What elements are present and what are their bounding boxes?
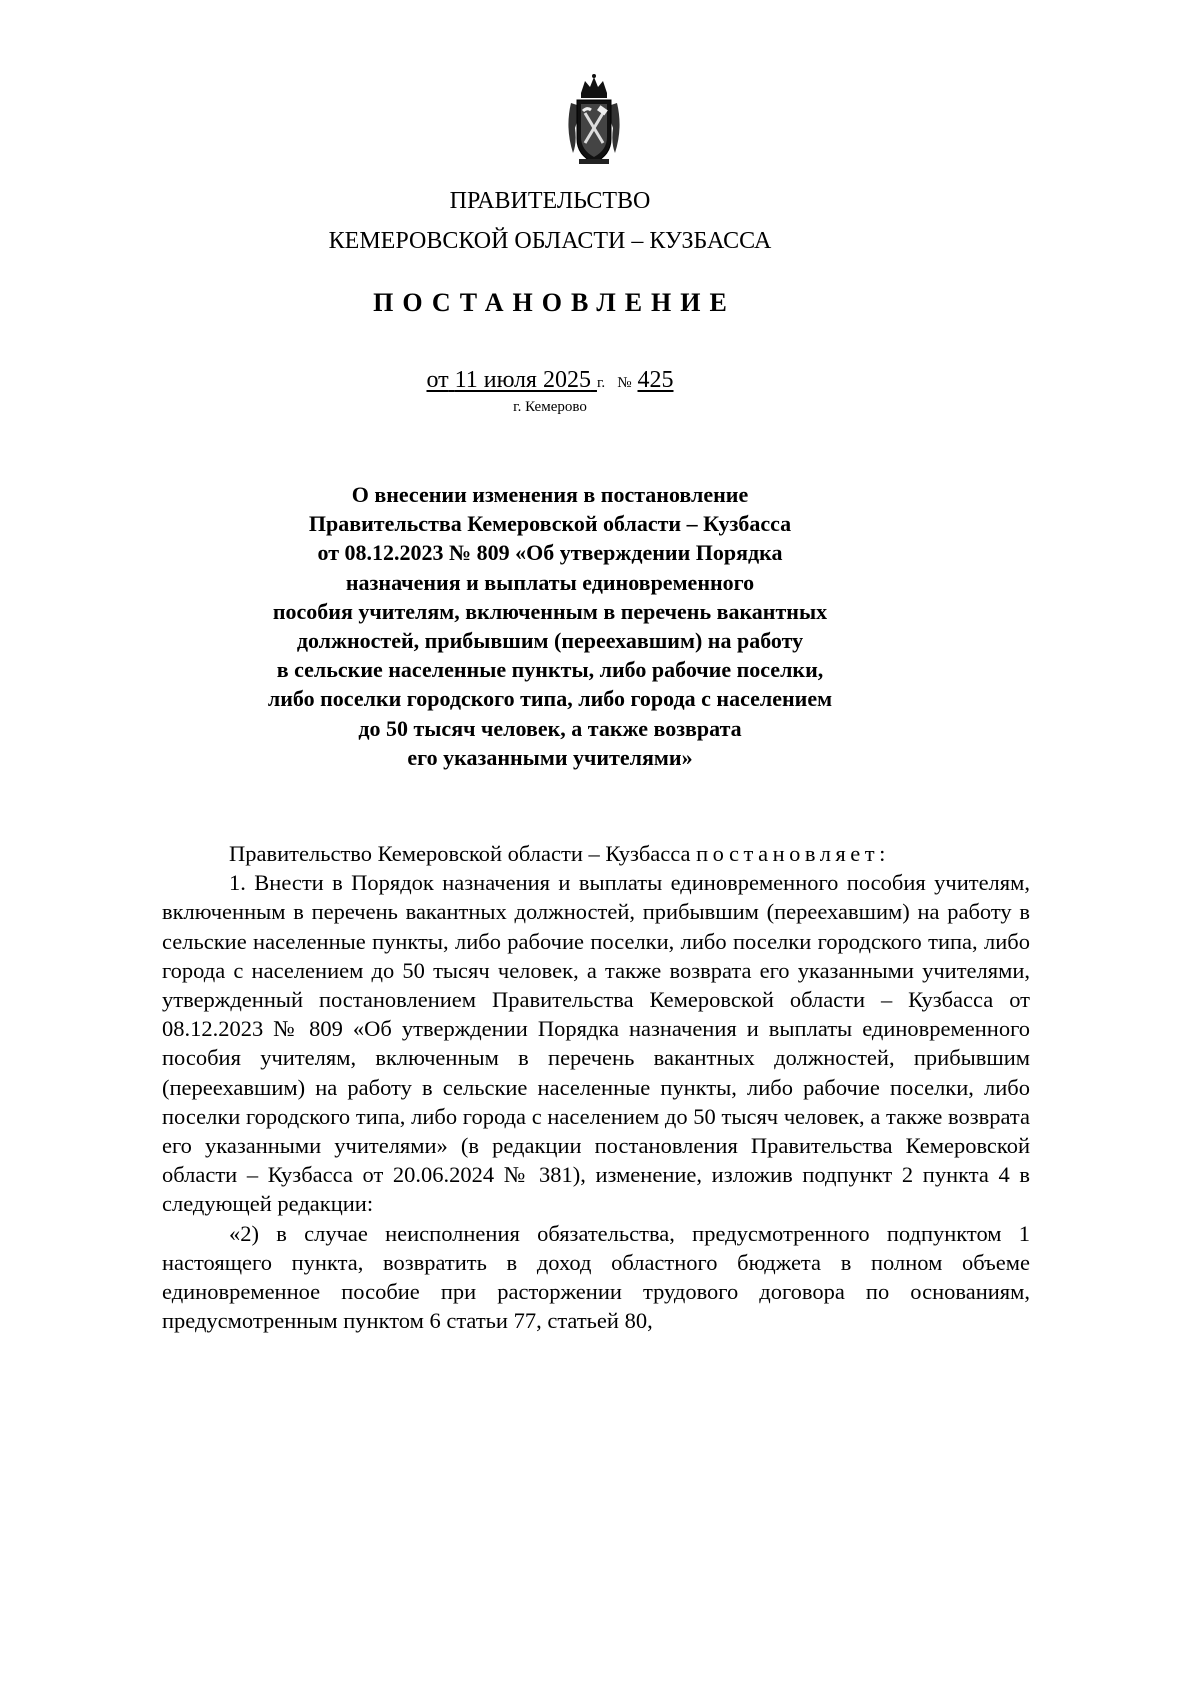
government-name-line-2: КЕМЕРОВСКОЙ ОБЛАСТИ – КУЗБАССА — [328, 228, 772, 254]
year-suffix: г. — [596, 375, 606, 391]
city-line: г. Кемерово — [513, 399, 587, 415]
document-body — [162, 839, 1030, 1335]
document-title — [0, 480, 1100, 772]
title-line: либо поселки городского типа, либо города с населением — [267, 686, 833, 712]
resolution-lead — [162, 839, 1030, 868]
date-number-row — [0, 367, 1100, 394]
paragraph-2: «2) в случае неисполнения обязательства, предусмотренного подпунктом 1 настоящего пункта, возвратить в доход областного бюджета в полном объеме единовременное пособие при расторжении трудового договора по основаниям, предусмотренным пунктом 6 статьи 77, статьей 80, — [162, 1220, 1030, 1334]
title-line: Правительства Кемеровской области – Кузбасса — [308, 511, 792, 537]
title-line: его указанными учителями» — [407, 744, 693, 770]
title-line: от 08.12.2023 № 809 «Об утверждении Порядка — [317, 540, 783, 566]
government-name-line-1: ПРАВИТЕЛЬСТВО — [449, 188, 651, 214]
paragraph-1: 1. Внести в Порядок назначения и выплаты единовременного пособия учителям, включенным в перечень вакантных должностей, прибывшим (переехавшим) на работу в сельские населенные пункты, либо рабочие поселки, либо поселки городского типа, либо города с населением до 50 тысяч человек, а также возврата его указанными учителями, утвержденный постановлением Правительства Кемеровской области – Кузбасса от 08.12.2023 № 809 «Об утверждении Порядка назначения и выплаты единовременного пособия учителям, включенным в перечень вакантных должностей, прибывшим (переехавшим) на работу в сельские населенные пункты, либо рабочие поселки, либо поселки городского типа, либо города с населением до 50 тысяч человек, а также возврата его указанными учителями» (в редакции постановления Правительства Кемеровской области – Кузбасса от 20.06.2024 № 381), изменение, изложив подпункт 2 пункта 4 в следующей редакции: — [162, 870, 1030, 1217]
document-date: 11 июля 2025 — [454, 367, 591, 393]
title-line: пособия учителям, включенным в перечень вакантных — [272, 598, 828, 624]
title-line: должностей, прибывшим (переехавшим) на работу — [296, 628, 804, 654]
title-line: до 50 тысяч человек, а также возврата — [358, 715, 742, 741]
document-type-heading: ПОСТАНОВЛЕНИЕ — [373, 288, 736, 317]
title-line: в сельские населенные пункты, либо рабочие поселки, — [276, 657, 824, 683]
title-line: назначения и выплаты единовременного — [345, 569, 755, 595]
coat-of-arms-icon — [563, 73, 625, 167]
document-number: 425 — [637, 367, 674, 393]
date-prefix: от — [426, 367, 449, 393]
lead-text: Правительство Кемеровской области – Кузбасса — [229, 841, 697, 866]
title-line: О внесении изменения в постановление — [351, 482, 749, 507]
lead-emphasis: постановляет: — [696, 841, 890, 866]
number-sign: № — [617, 375, 632, 391]
